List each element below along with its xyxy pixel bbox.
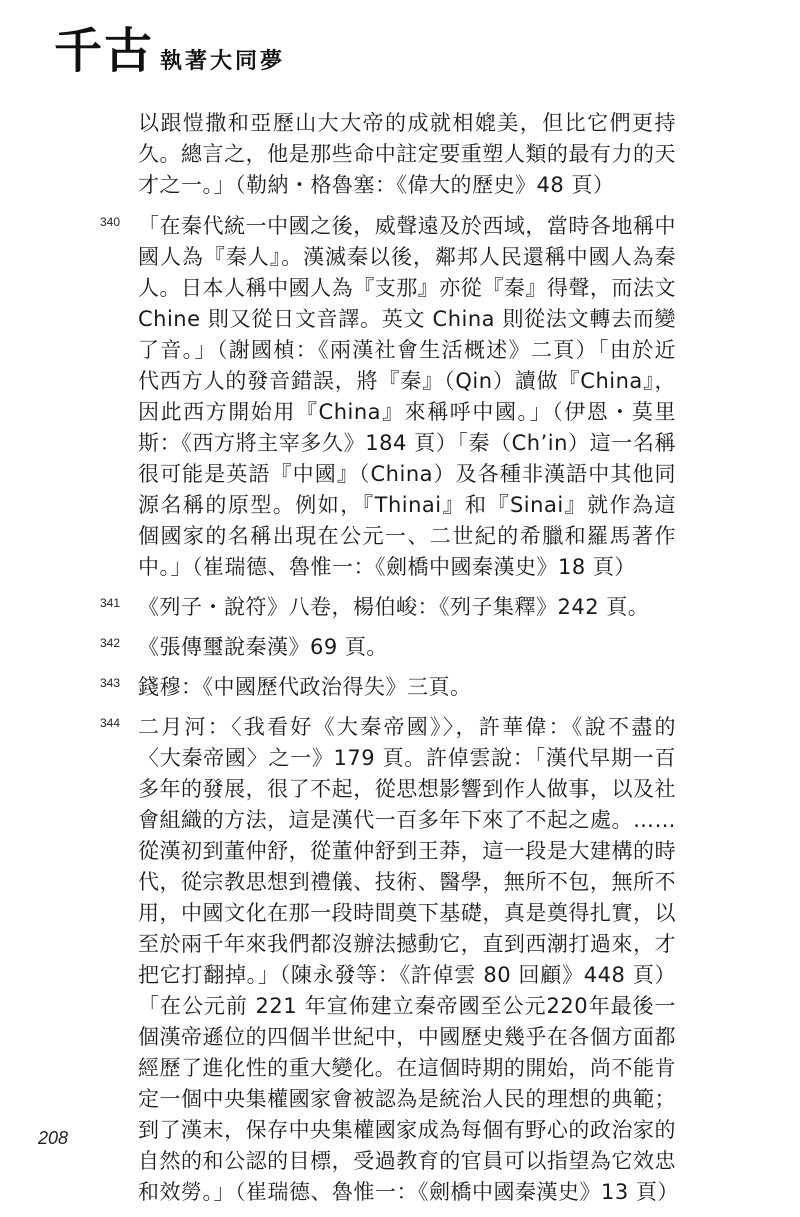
footnotes-section xyxy=(100,108,680,1217)
running-header xyxy=(54,22,285,80)
footnote-number: 341 xyxy=(100,596,121,610)
footnote-342 xyxy=(100,632,680,663)
footnote-344 xyxy=(100,712,680,1208)
footnote-text: 二月河：〈我看好《大秦帝國》〉，許華偉：《說不盡的〈大秦帝國〉之一》179 頁。許倬雲說：「漢代早期一百多年的發展，很了不起，從思想影響到作人做事，以及社會組織的方法，這是漢代一百多年下來了不起之處。…… 從漢初到董仲舒，從董仲舒到王莽，這一段是大建構的時代，從宗教思想到禮儀、技術、醫學，無所不包，無所不用，中國文化在那一段時間奠下基礎，真是奠得扎實，以至於兩千年來我們都沒辦法撼動它，直到西潮打過來，才把它打翻掉。」（陳永發等：《許倬雲 80 回顧》448 頁）「在公元前 221 年宣佈建立秦帝國至公元220年最後一個漢帝遜位的四個半世紀中，中國歷史幾乎在各個方面都經歷了進化性的重大變化。在這個時期的開始，尚不能肯定一個中央集權國家會被認為是統治人民的理想的典範；到了漢末，保存中央集權國家成為每個有野心的政治家的自然的和公認的目標，受過教育的官員可以指望為它效忠和效勞。」（崔瑞德、魯惟一：《劍橋中國秦漢史》13 頁） xyxy=(138,715,679,1204)
footnote-number: 340 xyxy=(100,215,121,229)
footnote-340 xyxy=(100,211,680,583)
footnote-text: 《張傳璽說秦漢》69 頁。 xyxy=(138,635,388,659)
footnote-343 xyxy=(100,672,680,703)
footnote-text: 《列子・說符》八卷，楊伯峻：《列子集釋》242 頁。 xyxy=(138,595,650,619)
continued-footnote-text: 以跟愷撒和亞歷山大大帝的成就相媲美，但比它們更持久。總言之，他是那些命中註定要重塑人類的最有力的天才之一。」（勒納・格魯塞：《偉大的歷史》48 頁） xyxy=(138,111,676,197)
footnote-number: 343 xyxy=(100,676,121,690)
book-title-main: 千古 xyxy=(54,23,155,79)
book-title-sub: 執著大同夢 xyxy=(160,48,286,74)
footnote-text: 「在秦代統一中國之後，威聲遠及於西域，當時各地稱中國人為『秦人』。漢滅秦以後，鄰邦人民還稱中國人為秦人。日本人稱中國人為『支那』亦從『秦』得聲，而法文 Chine 則又從日文音譯。英文 China 則從法文轉去而變了音。」（謝國楨：《兩漢社會生活概述》二頁）「由於近代西方人的發音錯誤，將『秦』（Qin）讀做『China』，因此西方開始用『China』來稱呼中國。」（伊恩・莫里斯：《西方將主宰多久》184 頁）「秦（Ch’in）這一名稱很可能是英語『中國』（China）及各種非漢語中其他同源名稱的原型。例如，『Thinai』和『Sinai』就作為這個國家的名稱出現在公元一、二世紀的希臘和羅馬著作中。」（崔瑞德、魯惟一：《劍橋中國秦漢史》18 頁） xyxy=(138,214,676,579)
footnote-text: 錢穆：《中國歷代政治得失》三頁。 xyxy=(138,675,472,699)
footnote-number: 342 xyxy=(100,636,121,650)
footnote-number: 344 xyxy=(100,716,121,730)
page-number: 208 xyxy=(38,1128,69,1148)
footnote-341 xyxy=(100,592,680,623)
